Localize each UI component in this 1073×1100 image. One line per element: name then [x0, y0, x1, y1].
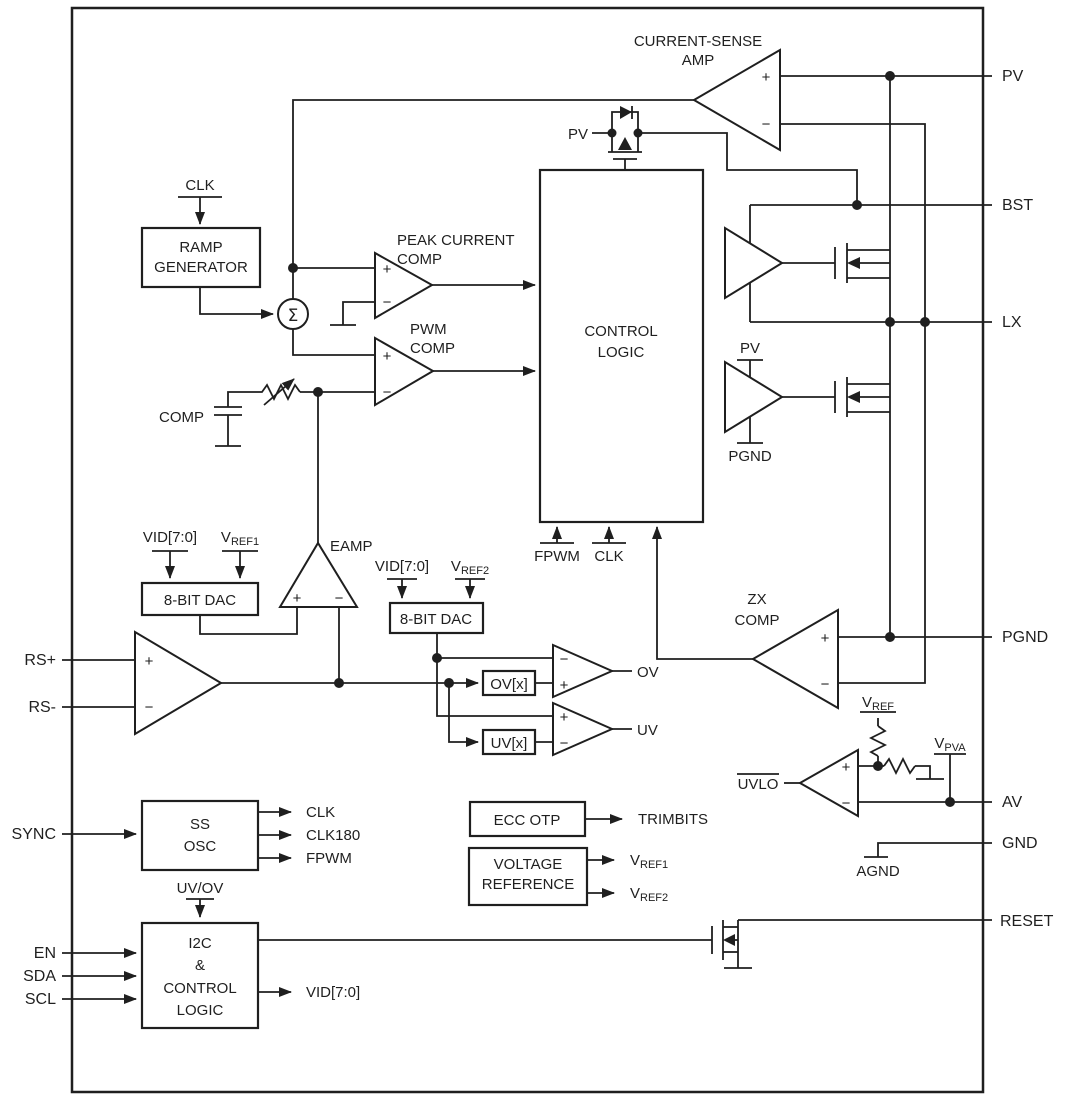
vpva-label: $V_{PVA}$ — [934, 735, 966, 754]
osc-line1: SS — [189, 816, 211, 833]
pin-reset: RESET — [1000, 913, 1054, 930]
peak-minus: − — [382, 294, 392, 311]
vrefblk-line2: REFERENCE — [481, 876, 575, 893]
vref2-out-label: $V_{REF2}$ — [630, 885, 669, 904]
vid-dac1-label: VID[7:0] — [142, 529, 198, 546]
uvlo-minus: − — [841, 795, 851, 812]
vref-label: $V_{REF}$ — [861, 694, 895, 713]
ecc-label: ECC OTP — [493, 812, 561, 829]
pgnd-driver-label: PGND — [728, 448, 772, 465]
agnd-label: AGND — [856, 863, 900, 880]
sigma-symbol: Σ — [287, 306, 299, 326]
pwm-minus: − — [382, 384, 392, 401]
vref2-dac2-label: $V_{REF2}$ — [450, 558, 490, 577]
peak-plus: + — [382, 261, 392, 278]
pin-pv: PV — [1002, 68, 1024, 85]
zx-minus: − — [820, 676, 830, 693]
zx-plus: + — [820, 630, 830, 647]
clk-out-label: CLK — [306, 804, 336, 821]
ctrl-line2: LOGIC — [597, 344, 645, 361]
pin-sync: SYNC — [11, 826, 56, 843]
uvcomp-minus: − — [559, 735, 569, 752]
uvlo-plus: + — [841, 759, 851, 776]
vrefblk-line1: VOLTAGE — [493, 856, 563, 873]
uv-label: UV — [637, 722, 658, 739]
pin-rsm: RS- — [28, 699, 56, 716]
eamp-label: EAMP — [330, 538, 373, 555]
rs-plus: + — [144, 653, 154, 670]
cs-amp-line2: AMP — [681, 52, 715, 69]
peak-comp-line1: PEAK CURRENT — [397, 232, 515, 249]
pv-pass-label: PV — [567, 126, 588, 143]
vref1-dac1-label: $V_{REF1}$ — [220, 529, 260, 548]
ramp-line2: GENERATOR — [154, 259, 248, 276]
vid-dac2-label: VID[7:0] — [374, 558, 430, 575]
ramp-line1: RAMP — [179, 239, 223, 256]
peak-comp-line2: COMP — [397, 251, 442, 268]
zx-comp-line1: ZX — [747, 591, 767, 608]
pwm-plus: + — [382, 348, 392, 365]
zx-comp-line2: COMP — [734, 612, 780, 629]
ss-osc-block — [142, 801, 258, 870]
pin-av: AV — [1002, 794, 1023, 811]
osc-line2: OSC — [183, 838, 217, 855]
ovcomp-plus: + — [559, 677, 569, 694]
ramp-generator-block — [142, 228, 260, 287]
pv-driver-label: PV — [739, 340, 761, 357]
trimbits-label: TRIMBITS — [638, 811, 708, 828]
rs-minus: − — [144, 699, 154, 716]
clk-ramp-label: CLK — [185, 177, 215, 194]
pwm-comp-line1: PWM — [410, 321, 447, 338]
uv-ov-label: UV/OV — [176, 880, 224, 897]
pwm-comp-line2: COMP — [410, 340, 455, 357]
pin-bst: BST — [1002, 197, 1034, 214]
i2c-line2: & — [194, 957, 206, 974]
pin-rsp: RS+ — [24, 652, 56, 669]
vref1-out-label: $V_{REF1}$ — [630, 852, 669, 871]
cs-plus: + — [761, 69, 771, 86]
comp-label: COMP — [159, 409, 204, 426]
eamp-minus: − — [334, 590, 344, 607]
pin-lx: LX — [1002, 314, 1022, 331]
cs-amp-line1: CURRENT-SENSE — [633, 33, 763, 50]
pin-gnd: GND — [1002, 835, 1038, 852]
uvcomp-plus: + — [559, 709, 569, 726]
fpwm-in-label: FPWM — [534, 548, 580, 565]
pin-en: EN — [33, 945, 56, 962]
fpwm-out-label: FPWM — [306, 850, 352, 867]
dac2-label: 8-BIT DAC — [399, 611, 473, 628]
clk-in-label: CLK — [594, 548, 624, 565]
uvx-label: UV[x] — [490, 735, 528, 752]
clk180-out-label: CLK180 — [306, 827, 361, 844]
pin-sda: SDA — [23, 968, 56, 985]
uvlo-label: UVLO — [737, 776, 779, 793]
pin-scl: SCL — [24, 991, 56, 1008]
i2c-line4: LOGIC — [176, 1002, 224, 1019]
cs-minus: − — [761, 116, 771, 133]
pin-pgnd: PGND — [1002, 629, 1049, 646]
eamp-plus: + — [292, 590, 302, 607]
i2c-line3: CONTROL — [163, 980, 237, 997]
i2c-line1: I2C — [188, 935, 212, 952]
dac1-label: 8-BIT DAC — [163, 592, 237, 609]
ctrl-line1: CONTROL — [584, 323, 658, 340]
ovx-label: OV[x] — [490, 676, 528, 693]
vid-out-label: VID[7:0] — [306, 984, 361, 1001]
ov-label: OV — [637, 664, 659, 681]
ovcomp-minus: − — [559, 651, 569, 668]
